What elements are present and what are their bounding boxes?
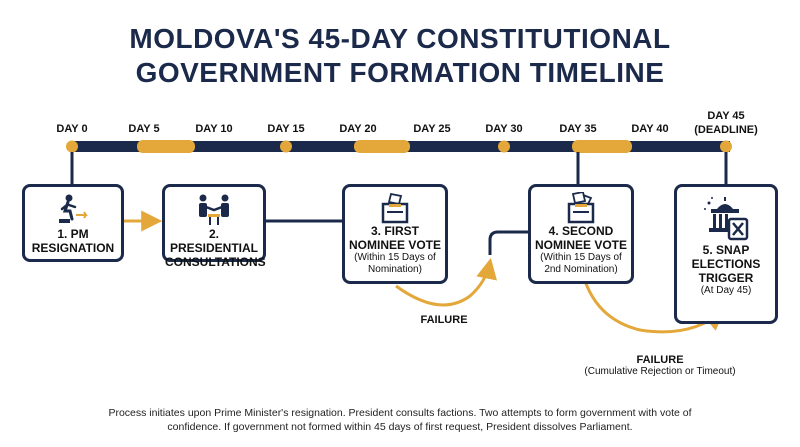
step-2-box (162, 184, 266, 269)
step-5-note: (At Day 45) (700, 285, 752, 296)
day-label-0: DAY 0 (56, 123, 88, 135)
step-5-title-line-1: 5. SNAP (702, 243, 750, 257)
capitol-dissolve-icon (699, 195, 753, 243)
step-4-note-line-2: 2nd Nomination) (544, 264, 618, 275)
day-45-label: DAY 45 (707, 110, 745, 122)
step-4-note-line-1: (Within 15 Days of (540, 252, 622, 263)
timeline-segment-35 (572, 140, 632, 153)
day-label-10: DAY 10 (195, 123, 233, 135)
step-1-title-line-2: RESIGNATION (31, 241, 115, 255)
step-3-title-line-1: 3. FIRST (370, 224, 419, 238)
timeline-segment-5 (137, 140, 195, 153)
step-4-box (528, 184, 634, 284)
ballot-box-icon (563, 192, 599, 224)
ballot-box-icon (377, 192, 413, 224)
timeline-segment-20 (354, 140, 410, 153)
deadline-label: (DEADLINE) (694, 124, 758, 136)
failure-label-1-text: FAILURE (420, 314, 468, 326)
person-stepping-off-icon (56, 193, 90, 227)
step-3-note-line-2: Nomination) (368, 264, 422, 275)
step-1-title-line-1: 1. PM (57, 227, 89, 241)
page-title-line-2: GOVERNMENT FORMATION TIMELINE (135, 57, 665, 88)
step-3-box (342, 184, 448, 284)
step-3-title-line-2: NOMINEE VOTE (348, 238, 441, 252)
step-2-title-line-1: 2. PRESIDENTIAL (169, 227, 258, 255)
day-label-30: DAY 30 (485, 123, 523, 135)
failure-label-2 (560, 354, 760, 377)
failure-label-2-note: (Cumulative Rejection or Timeout) (584, 366, 736, 377)
step-4-title-line-1: 4. SECOND (548, 224, 614, 238)
day-marker-15 (280, 141, 292, 153)
failure-label-1 (394, 314, 494, 326)
connector-retry-4 (490, 232, 530, 255)
footer-line-1: Process initiates upon Prime Minister's resignation. President consults factions. Two attempts to form government with vote of (108, 407, 692, 419)
handshake-icon (194, 193, 234, 227)
day-marker-30 (498, 141, 510, 153)
page-title-line-1: MOLDOVA'S 45-DAY CONSTITUTIONAL (129, 23, 671, 54)
day-label-15: DAY 15 (267, 123, 305, 135)
step-3-note-line-1: (Within 15 Days of (354, 252, 436, 263)
day-label-40: DAY 40 (631, 123, 669, 135)
failure-label-2-text: FAILURE (636, 354, 684, 366)
day-marker-45 (720, 141, 732, 153)
day-label-5: DAY 5 (128, 123, 160, 135)
day-marker-0 (66, 141, 78, 153)
step-4-title-line-2: NOMINEE VOTE (534, 238, 627, 252)
day-label-35: DAY 35 (559, 123, 597, 135)
footer-note (0, 406, 800, 434)
day-label-20: DAY 20 (339, 123, 377, 135)
step-5-title-line-2: ELECTIONS (691, 257, 761, 271)
step-5-box (674, 184, 778, 324)
step-1-box (22, 184, 124, 262)
step-5-title-line-3: TRIGGER (698, 271, 754, 285)
step-2-title-line-2: CONSULTATIONS (165, 255, 266, 269)
day-label-25: DAY 25 (413, 123, 451, 135)
footer-line-2: confidence. If government not formed within 45 days of first request, President dissolves Parliament. (167, 421, 633, 433)
